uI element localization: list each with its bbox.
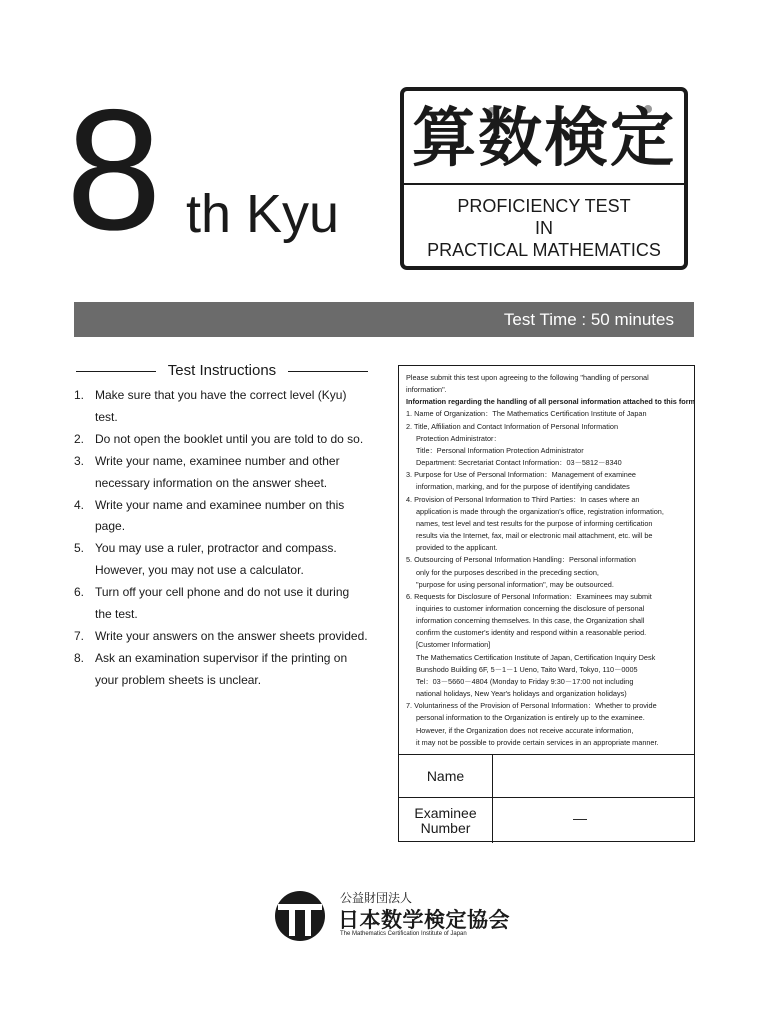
instruction-number: 8.: [74, 650, 85, 665]
level-suffix: th Kyu: [186, 184, 340, 244]
title-divider: [404, 183, 684, 185]
instruction-line: However, you may not use a calculator.: [95, 563, 304, 578]
personal-info-text: [406, 372, 696, 749]
personal-info-line: national holidays, New Year's holidays and organization holidays): [416, 689, 627, 699]
instruction-number: 7.: [74, 628, 85, 643]
instruction-line: the test.: [95, 607, 138, 622]
instruction-item: [74, 429, 374, 451]
name-row[interactable]: [399, 754, 694, 798]
personal-info-line: Bunshodo Building 6F, 5－1－1 Ueno, Taito Ward, Tokyo, 110－0005: [416, 664, 638, 674]
instruction-line: Write your answers on the answer sheets provided.: [95, 628, 368, 643]
instruction-line: Make sure that you have the correct level (Kyu): [95, 388, 347, 402]
personal-info-line: information, marking, and for the purpose of identifying candidates: [416, 482, 630, 492]
instruction-line: Write your name and examinee number on this: [95, 497, 345, 512]
examinee-number-dash: —: [573, 810, 587, 826]
personal-info-line: names, test level and test results for the purpose of informing certification: [416, 518, 653, 528]
personal-info-line: only for the purposes described in the preceding section,: [416, 567, 599, 577]
instruction-line: page.: [95, 519, 126, 534]
personal-info-line: [Customer Information]: [416, 640, 491, 650]
personal-info-line: results via the Internet, fax, mail or electronic mail attachment, etc. will be: [416, 531, 653, 541]
instructions-title: Test Instructions: [167, 362, 277, 379]
personal-info-line: 4. Provision of Personal Information to Third Parties：In cases where an: [406, 494, 640, 504]
personal-info-line: confirm the customer's identity and respond within a reasonable period.: [416, 628, 647, 638]
instruction-number: 4.: [74, 497, 85, 512]
instruction-number: 3.: [74, 453, 85, 468]
personal-info-line: 7. Voluntariness of the Provision of Personal Information：Whether to provide: [406, 701, 657, 711]
examinee-number-row[interactable]: [399, 797, 694, 843]
instruction-item: [74, 495, 374, 539]
en-title-line: IN: [535, 218, 553, 238]
org-type: 公益財団法人: [340, 891, 413, 905]
instruction-line: Turn off your cell phone and do not use it during: [95, 585, 350, 600]
instruction-number: 6.: [74, 585, 85, 600]
instruction-line: necessary information on the answer sheet.: [95, 475, 328, 490]
personal-info-line: 2. Title, Affiliation and Contact Information of Personal Information: [406, 421, 618, 431]
org-name-jp: 日本数学検定協会: [338, 908, 510, 932]
personal-info-line: 1. Name of Organization：The Mathematics Certification Institute of Japan: [406, 409, 647, 419]
personal-info-line: Protection Administrator：: [416, 433, 501, 443]
personal-info-line: inquiries to customer information concerning the disclosure of personal: [416, 603, 645, 613]
instruction-line: Write your name, examinee number and other: [95, 453, 340, 468]
personal-info-line: Title：Personal Information Protection Administrator: [416, 445, 584, 455]
instruction-item: [74, 451, 374, 495]
instruction-item: [74, 538, 374, 582]
level-number: 8: [66, 74, 158, 266]
personal-info-line: provided to the applicant.: [416, 543, 498, 553]
en-title: [404, 195, 684, 261]
personal-info-line: Please submit this test upon agreeing to the following "handling of personal: [406, 373, 649, 382]
instruction-line: test.: [95, 409, 118, 424]
name-label: Name: [399, 755, 493, 798]
instruction-item: [74, 626, 374, 648]
test-time-text: Test Time : 50 minutes: [503, 310, 674, 329]
en-title-line: PRACTICAL MATHEMATICS: [427, 240, 661, 260]
personal-info-line: The Mathematics Certification Institute of Japan, Certification Inquiry Desk: [416, 652, 656, 662]
examinee-number-label: Examinee Number: [399, 798, 493, 843]
personal-info-box: [398, 365, 695, 842]
personal-info-line: Tel：03－5660－4804 (Monday to Friday 9:30－17:00 not including: [416, 676, 634, 686]
jp-title: 算数検定: [412, 102, 676, 176]
personal-info-line: personal information to the Organization is entirely up to the examinee.: [416, 713, 645, 723]
instructions-list: [74, 385, 374, 692]
title-box: [400, 87, 688, 270]
instruction-item: [74, 648, 374, 692]
personal-info-line: 6. Requests for Disclosure of Personal Information：Examinees may submit: [406, 591, 652, 601]
en-title-line: PROFICIENCY TEST: [457, 196, 631, 216]
personal-info-line: "purpose for using personal information", may be outsourced.: [416, 579, 614, 589]
org-name-en: The Mathematics Certification Institute of Japan: [340, 931, 467, 937]
mcij-logo-icon: [274, 890, 326, 942]
instructions-heading: [76, 361, 368, 383]
personal-info-line: Department: Secretariat Contact Information：03－5812－8340: [416, 458, 622, 468]
personal-info-line: However, if the Organization does not receive accurate information,: [416, 725, 634, 735]
instruction-number: 1.: [74, 388, 85, 402]
personal-info-line: it may not be possible to provide certain services in an appropriate manner.: [416, 737, 659, 747]
instruction-line: Ask an examination supervisor if the printing on: [95, 650, 348, 665]
instruction-line: your problem sheets is unclear.: [95, 672, 262, 687]
test-time-bar: [74, 302, 694, 337]
personal-info-line: information".: [406, 385, 447, 395]
instruction-item: [74, 582, 374, 626]
personal-info-line: 5. Outsourcing of Personal Information Handling：Personal information: [406, 555, 636, 565]
instruction-line: Do not open the booklet until you are told to do so.: [95, 431, 364, 446]
personal-info-line: application is made through the organization's office, registration information,: [416, 506, 664, 516]
personal-info-line: 3. Purpose for Use of Personal Information：Management of examinee: [406, 470, 636, 480]
instruction-number: 5.: [74, 541, 85, 556]
personal-info-line: Information regarding the handling of all personal information attached to this form: [406, 397, 696, 407]
instruction-item: [74, 385, 374, 429]
instruction-line: You may use a ruler, protractor and compass.: [95, 541, 337, 556]
instruction-number: 2.: [74, 431, 85, 446]
personal-info-line: information concerning themselves. In this case, the Organization shall: [416, 616, 645, 626]
